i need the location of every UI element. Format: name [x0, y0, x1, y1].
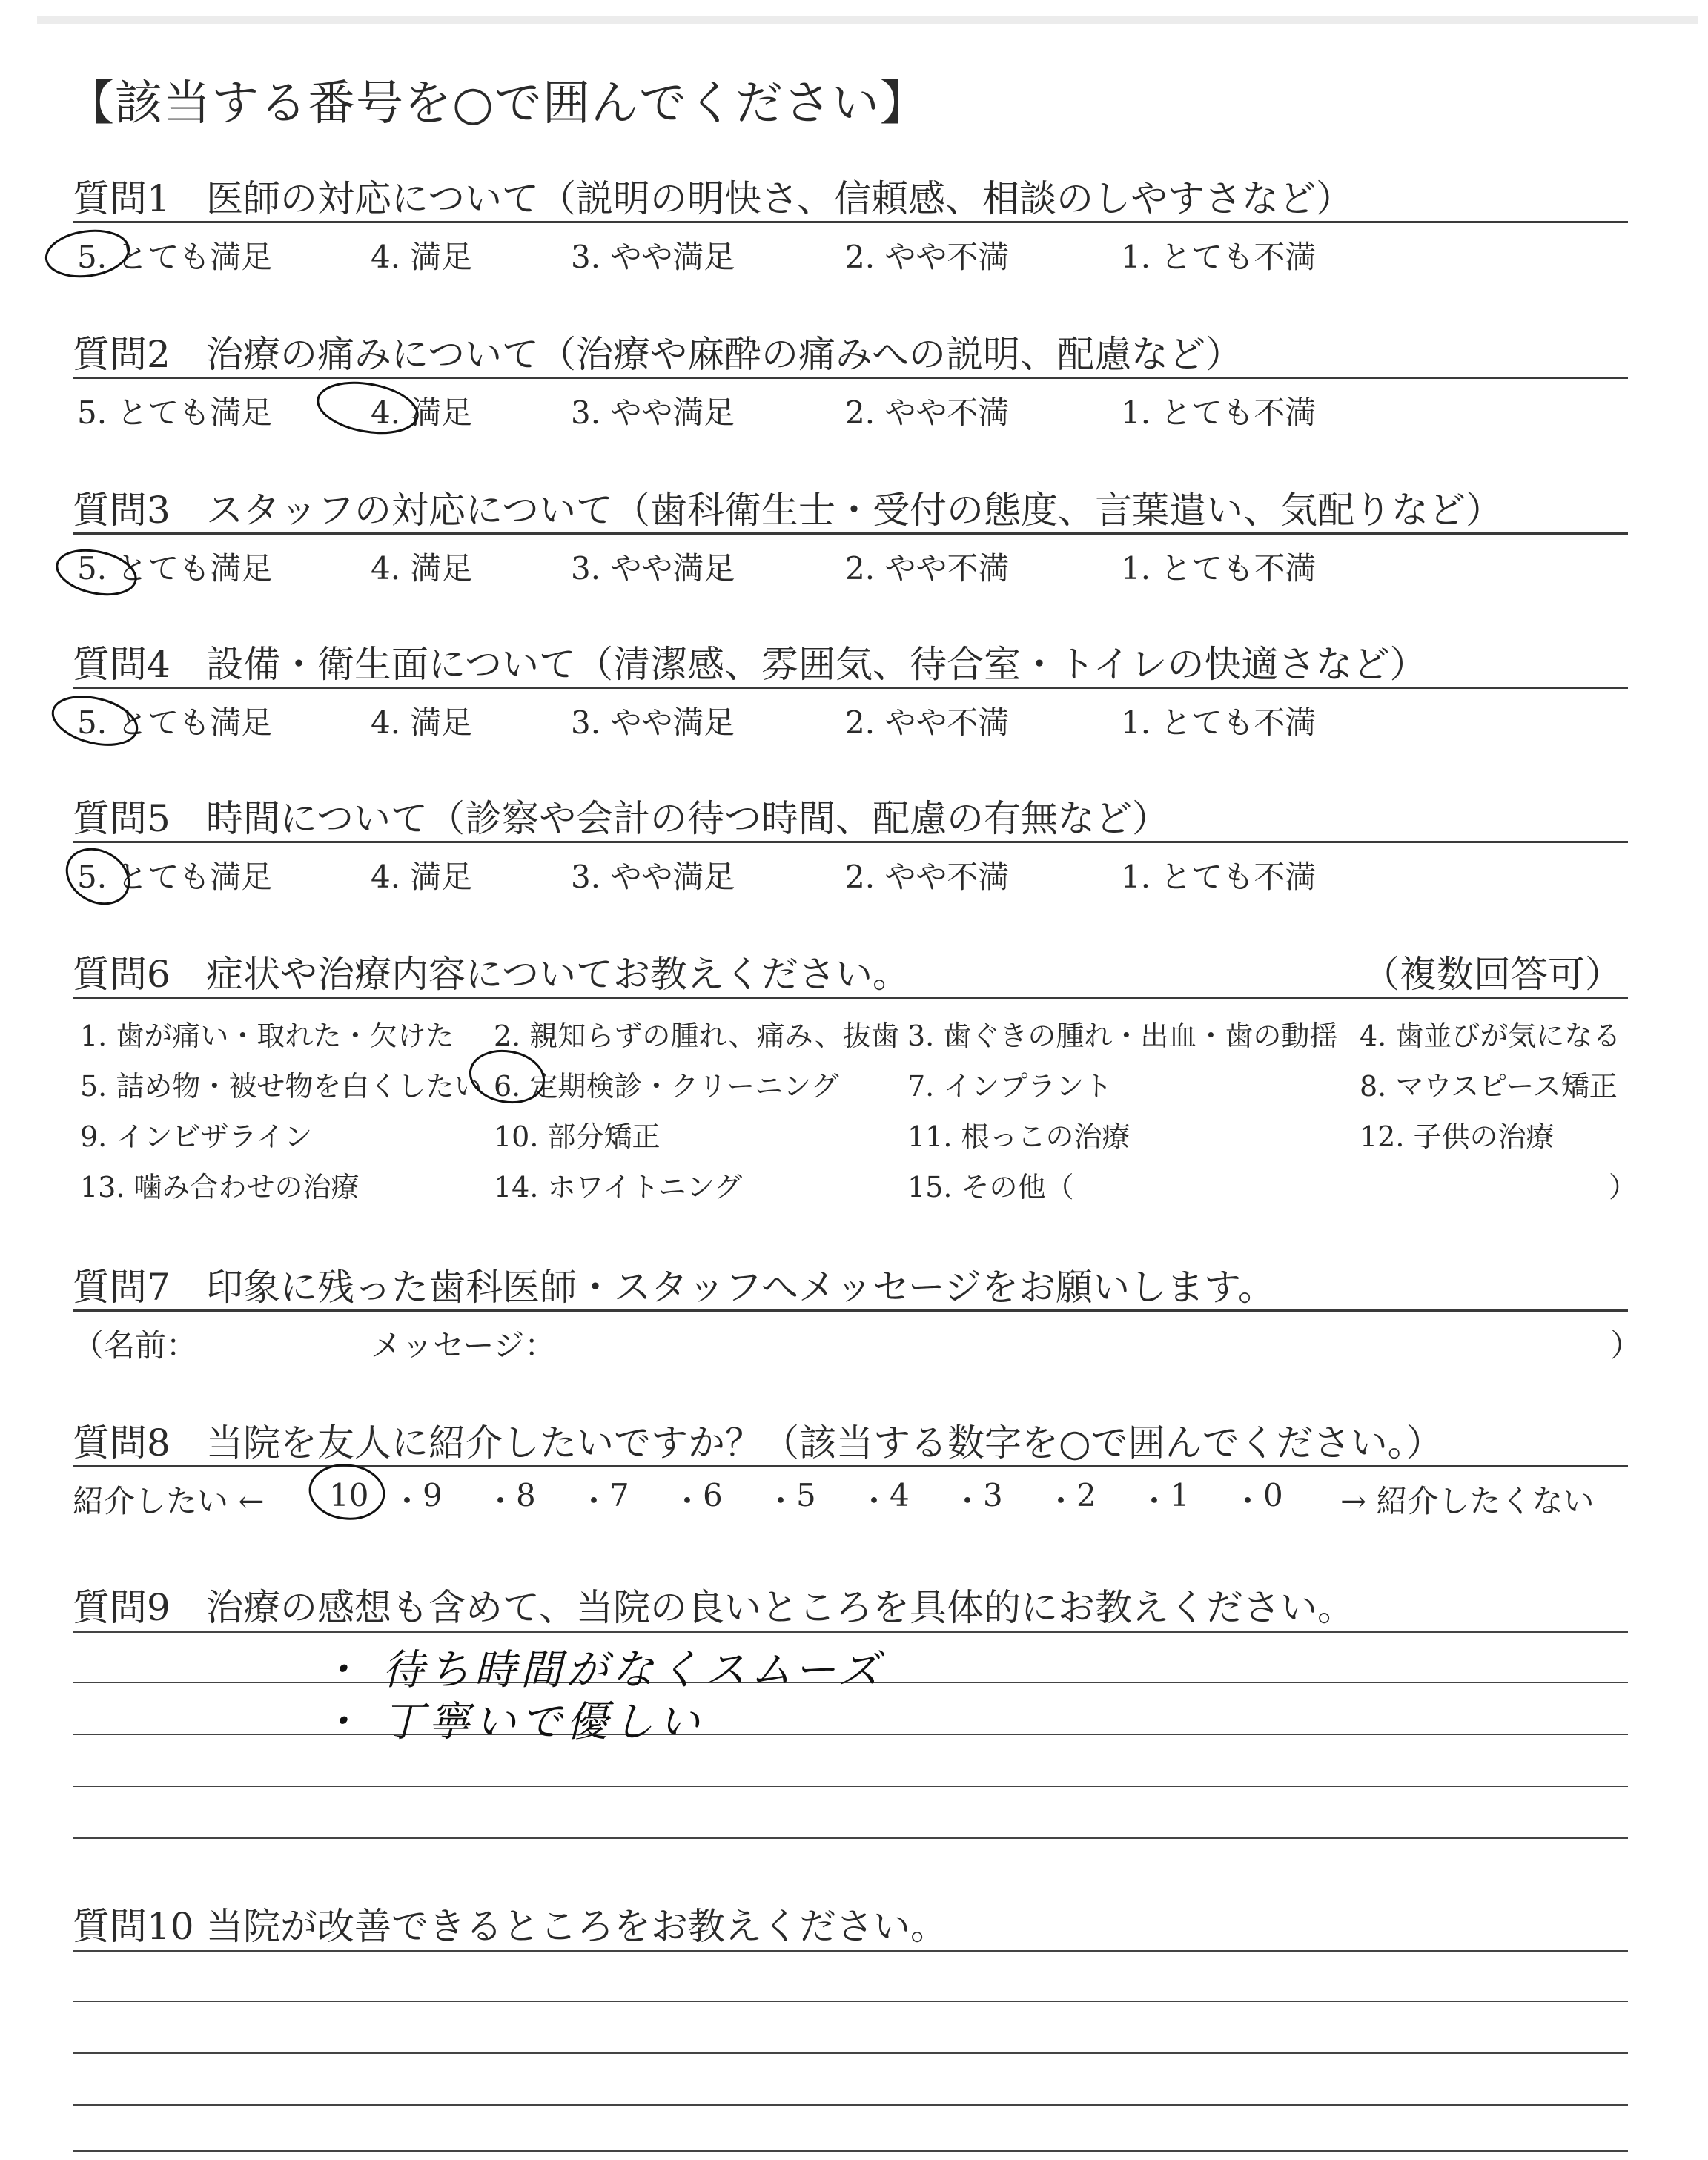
handwritten-answer-1: ・ 待ち時間がなくスムーズ	[319, 1646, 884, 1694]
q6-option-14[interactable]: 14. ホワイトニング	[494, 1171, 743, 1203]
option-3[interactable]: 3. やや満足	[571, 239, 735, 275]
question-rule	[73, 841, 1628, 843]
page-top-edge	[37, 16, 1698, 24]
scale-value-9[interactable]: 9	[423, 1477, 443, 1513]
message-close: ）	[1610, 1327, 1642, 1364]
question-title	[73, 169, 1353, 222]
scale-value-0[interactable]: 0	[1263, 1477, 1283, 1513]
option-5[interactable]: 5. とても満足	[77, 239, 273, 275]
question-title	[73, 480, 1503, 534]
question-number: 質問7	[73, 1266, 171, 1309]
scale-separator: ・	[1139, 1483, 1171, 1519]
question-rule	[73, 687, 1628, 689]
question-text: 時間について（診察や会計の待つ時間、配慮の有無など）	[206, 797, 1169, 840]
question-title	[73, 1258, 1275, 1311]
option-1[interactable]: 1. とても不満	[1121, 704, 1317, 741]
q6-option-4[interactable]: 4. 歯並びが気になる	[1360, 1020, 1621, 1052]
writing-line	[73, 2001, 1628, 2002]
option-2[interactable]: 2. やや不満	[845, 394, 1010, 431]
q6-option-12[interactable]: 12. 子供の治療	[1360, 1120, 1555, 1153]
option-3[interactable]: 3. やや満足	[571, 859, 735, 895]
scale-separator: ・	[858, 1483, 890, 1519]
writing-line	[73, 1786, 1628, 1787]
question-number: 質問6	[73, 953, 171, 996]
q6-option-3[interactable]: 3. 歯ぐきの腫れ・出血・歯の動揺	[907, 1020, 1338, 1052]
answer-text: 待ち時間がなくスムーズ	[382, 1646, 884, 1694]
option-2[interactable]: 2. やや不満	[845, 550, 1010, 587]
question-text: 症状や治療内容についてお教えください。	[206, 953, 910, 996]
scale-separator: ・	[765, 1483, 797, 1519]
question-number: 質問5	[73, 797, 171, 840]
scale-separator: ・	[391, 1483, 423, 1519]
question-title	[73, 789, 1169, 842]
option-5[interactable]: 5. とても満足	[77, 550, 273, 587]
option-3[interactable]: 3. やや満足	[571, 550, 735, 587]
answer-text: 丁寧いで優しい	[382, 1698, 704, 1746]
writing-line	[73, 2104, 1628, 2106]
question-number: 質問8	[73, 1421, 171, 1464]
option-5[interactable]: 5. とても満足	[77, 704, 273, 741]
option-1[interactable]: 1. とても不満	[1121, 394, 1317, 431]
q6-option-8[interactable]: 8. マウスピース矯正	[1360, 1070, 1618, 1103]
writing-line	[73, 2150, 1628, 2152]
option-4[interactable]: 4. 満足	[371, 239, 473, 275]
question-title	[73, 1578, 1354, 1631]
question-number: 質問9	[73, 1586, 171, 1629]
option-1[interactable]: 1. とても不満	[1121, 859, 1317, 895]
scale-value-7[interactable]: 7	[609, 1477, 629, 1513]
q6-option-1[interactable]: 1. 歯が痛い・取れた・欠けた	[80, 1020, 454, 1052]
question-text: 治療の感想も含めて、当院の良いところを具体的にお教えください。	[206, 1586, 1354, 1629]
question-title	[73, 635, 1427, 688]
scale-separator: ・	[485, 1483, 517, 1519]
question-text: 当院を友人に紹介したいですか？（該当する数字を○で囲んでください。）	[206, 1421, 1443, 1464]
question-text: 印象に残った歯科医師・スタッフへメッセージをお願いします。	[206, 1266, 1275, 1309]
message-field-label[interactable]: メッセージ：	[371, 1327, 556, 1364]
question-text: 設備・衛生面について（清潔感、雰囲気、待合室・トイレの快適さなど）	[206, 643, 1427, 686]
scale-value-4[interactable]: 4	[890, 1477, 910, 1513]
scale-value-3[interactable]: 3	[983, 1477, 1003, 1513]
name-field-label[interactable]: （名前：	[73, 1327, 198, 1364]
scale-value-8[interactable]: 8	[516, 1477, 536, 1513]
q6-option-15[interactable]: 15. その他（	[907, 1171, 1074, 1203]
option-5[interactable]: 5. とても満足	[77, 394, 273, 431]
question-text: スタッフの対応について（歯科衛生士・受付の態度、言葉遣い、気配りなど）	[206, 489, 1503, 532]
question-rule	[73, 1309, 1628, 1312]
recommend-right-label: → 紹介したくない	[1340, 1483, 1595, 1519]
multiple-answer-note: （複数回答可）	[1363, 953, 1622, 996]
option-2[interactable]: 2. やや不満	[845, 704, 1010, 741]
option-3[interactable]: 3. やや満足	[571, 394, 735, 431]
scale-value-10[interactable]: 10	[329, 1477, 369, 1513]
q6-option-6[interactable]: 6. 定期検診・クリーニング	[494, 1070, 839, 1103]
question-rule	[73, 377, 1628, 379]
q6-option-10[interactable]: 10. 部分矯正	[494, 1120, 661, 1153]
question-rule	[73, 221, 1628, 223]
question-title	[73, 1897, 947, 1950]
question-title	[73, 945, 910, 998]
scale-separator: ・	[1045, 1483, 1077, 1519]
question-rule	[73, 997, 1628, 999]
question-text: 医師の対応について（説明の明快さ、信頼感、相談のしやすさなど）	[206, 177, 1353, 220]
question-title	[73, 325, 1242, 378]
q6-option-2[interactable]: 2. 親知らずの腫れ、痛み、抜歯	[494, 1020, 899, 1052]
q6-other-close: ）	[1609, 1171, 1638, 1203]
q6-option-13[interactable]: 13. 噛み合わせの治療	[80, 1171, 360, 1203]
q6-option-11[interactable]: 11. 根っこの治療	[907, 1120, 1131, 1153]
question-number: 質問2	[73, 333, 171, 376]
scale-value-1[interactable]: 1	[1170, 1477, 1190, 1513]
q6-option-7[interactable]: 7. インプラント	[907, 1070, 1113, 1103]
scale-separator: ・	[952, 1483, 984, 1519]
option-4[interactable]: 4. 満足	[371, 550, 473, 587]
question-rule	[73, 1465, 1628, 1467]
question-title	[73, 1413, 1443, 1467]
option-3[interactable]: 3. やや満足	[571, 704, 735, 741]
q6-option-9[interactable]: 9. インビザライン	[80, 1120, 313, 1153]
scale-value-5[interactable]: 5	[796, 1477, 816, 1513]
handwritten-answer-2: ・ 丁寧いで優しい	[319, 1698, 704, 1746]
question-number: 質問1	[73, 177, 171, 220]
question-text: 当院が改善できるところをお教えください。	[206, 1905, 947, 1948]
page-heading: 【該当する番号を○で囲んでください】	[67, 76, 928, 131]
scale-separator: ・	[578, 1483, 610, 1519]
option-5[interactable]: 5. とても満足	[77, 859, 273, 895]
q6-option-5[interactable]: 5. 詰め物・被せ物を白くしたい	[80, 1070, 483, 1103]
option-1[interactable]: 1. とても不満	[1121, 239, 1317, 275]
recommend-left-label: 紹介したい ←	[73, 1483, 265, 1519]
writing-line	[73, 1734, 1628, 1735]
option-4[interactable]: 4. 満足	[371, 394, 473, 431]
scale-separator: ・	[672, 1483, 704, 1519]
scale-separator: ・	[1232, 1483, 1264, 1519]
question-number: 質問3	[73, 489, 171, 532]
option-2[interactable]: 2. やや不満	[845, 239, 1010, 275]
writing-line	[73, 1837, 1628, 1839]
question-number: 質問10	[73, 1905, 194, 1948]
question-text: 治療の痛みについて（治療や麻酔の痛みへの説明、配慮など）	[206, 333, 1242, 376]
scale-value-6[interactable]: 6	[703, 1477, 723, 1513]
writing-line	[73, 1631, 1628, 1633]
question-rule	[73, 532, 1628, 535]
option-4[interactable]: 4. 満足	[371, 859, 473, 895]
option-4[interactable]: 4. 満足	[371, 704, 473, 741]
writing-line	[73, 2052, 1628, 2054]
writing-line	[73, 1950, 1628, 1952]
scale-value-2[interactable]: 2	[1076, 1477, 1096, 1513]
question-number: 質問4	[73, 643, 171, 686]
option-1[interactable]: 1. とても不満	[1121, 550, 1317, 587]
option-2[interactable]: 2. やや不満	[845, 859, 1010, 895]
